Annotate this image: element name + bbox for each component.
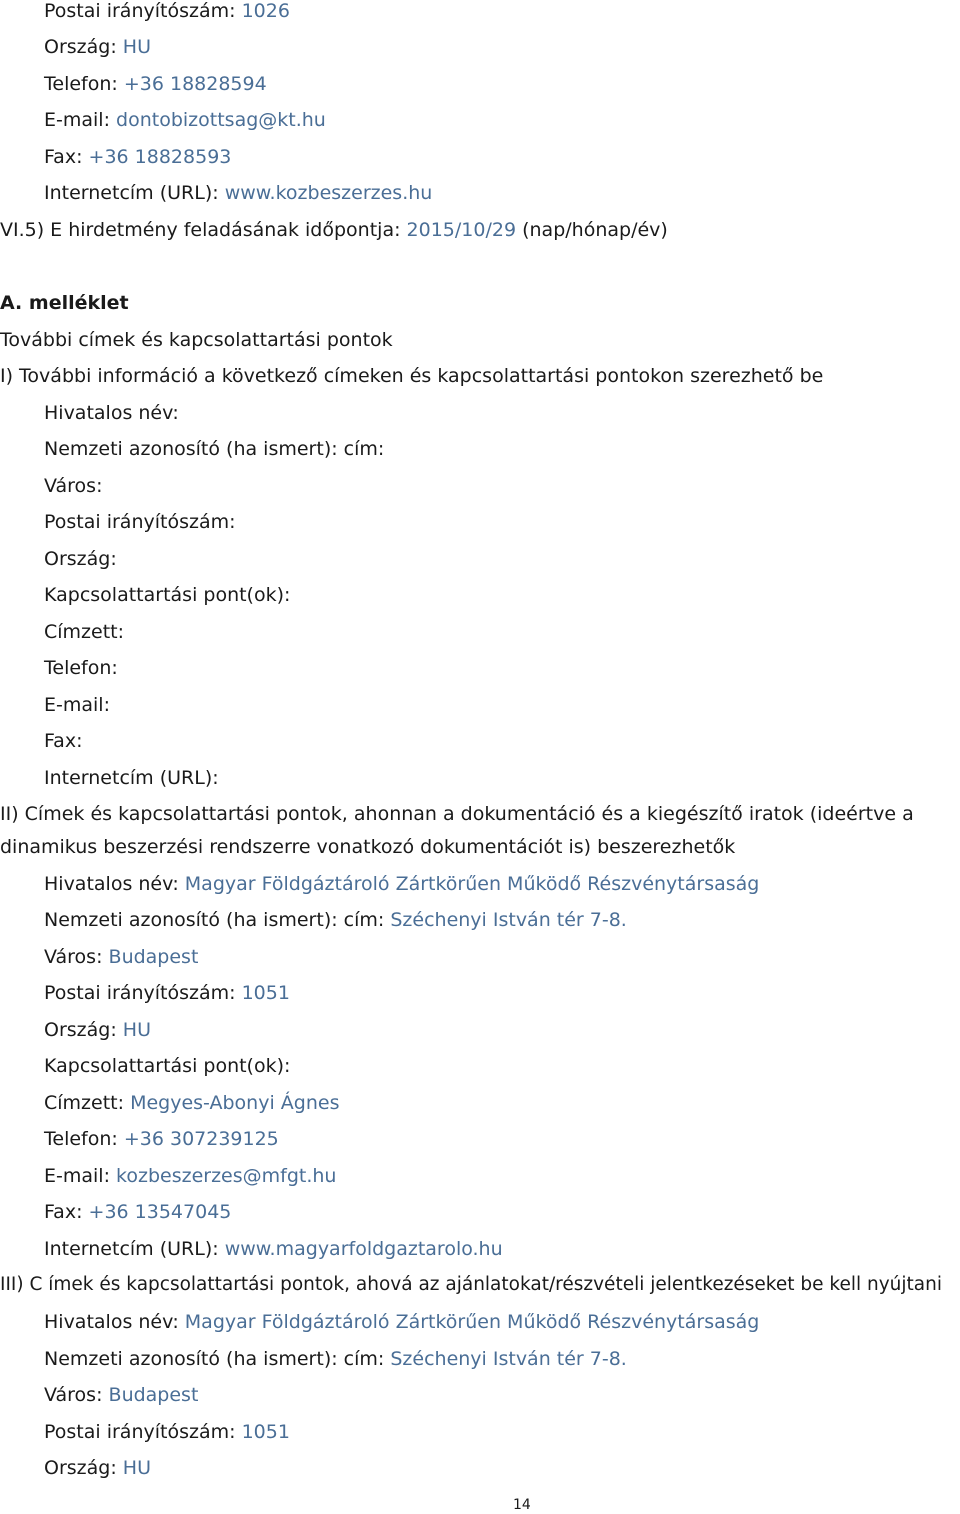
- s2-national-id: [44, 907, 627, 933]
- s3-country: [44, 1455, 151, 1481]
- field-label: Telefon:: [44, 1128, 118, 1150]
- s2-email: [44, 1163, 336, 1189]
- s3-national-id: [44, 1346, 627, 1372]
- top-postal-line: [44, 0, 290, 24]
- top-country-line: [44, 34, 151, 60]
- field-value: +36 307239125: [123, 1128, 279, 1150]
- field-label: E-mail:: [44, 1165, 110, 1187]
- field-label: Hivatalos név:: [44, 1311, 179, 1333]
- field-label: Fax:: [44, 1201, 83, 1223]
- field-value: Széchenyi István tér 7-8.: [390, 1348, 627, 1370]
- s2-fax: [44, 1199, 231, 1225]
- field-value: 2015/10/29: [406, 219, 517, 241]
- s3-official-name: [44, 1309, 759, 1335]
- s1-contact-points: Kapcsolattartási pont(ok):: [44, 584, 291, 606]
- field-label: Telefon:: [44, 73, 118, 95]
- page-number: 14: [513, 1497, 531, 1513]
- section2-heading-line1: II) Címek és kapcsolattartási pontok, ahonnan a dokumentáció és a kiegészítő iratok (ideértve a: [0, 803, 914, 825]
- field-value: Magyar Földgáztároló Zártkörűen Működő Részvénytársaság: [184, 873, 760, 895]
- field-label: Nemzeti azonosító (ha ismert): cím:: [44, 1348, 385, 1370]
- s1-url: Internetcím (URL):: [44, 767, 219, 789]
- s2-addressee: [44, 1090, 339, 1116]
- field-label: Ország:: [44, 36, 117, 58]
- top-url-line: [44, 180, 432, 206]
- url-link[interactable]: www.magyarfoldgaztarolo.hu: [224, 1238, 503, 1260]
- field-value: +36 18828593: [88, 146, 232, 168]
- field-label: Nemzeti azonosító (ha ismert): cím:: [44, 909, 385, 931]
- field-value: HU: [122, 36, 151, 58]
- s3-postal: [44, 1419, 290, 1445]
- field-value: 1051: [241, 982, 290, 1004]
- top-email-line: [44, 107, 326, 133]
- field-value: Megyes-Abonyi Ágnes: [130, 1092, 340, 1114]
- email-link[interactable]: kozbeszerzes@mfgt.hu: [116, 1165, 337, 1187]
- s2-phone: [44, 1126, 279, 1152]
- s2-official-name: [44, 871, 759, 897]
- s1-postal: Postai irányítószám:: [44, 511, 236, 533]
- field-label: Címzett:: [44, 1092, 125, 1114]
- field-label: Ország:: [44, 1019, 117, 1041]
- field-value: Széchenyi István tér 7-8.: [390, 909, 627, 931]
- s1-national-id: Nemzeti azonosító (ha ismert): cím:: [44, 438, 385, 460]
- field-label: Postai irányítószám:: [44, 1421, 236, 1443]
- field-value: HU: [122, 1457, 151, 1479]
- field-label: E-mail:: [44, 109, 110, 131]
- field-value: HU: [122, 1019, 151, 1041]
- field-value: 1051: [241, 1421, 290, 1443]
- dispatch-date-line: [0, 217, 668, 243]
- field-label: Ország:: [44, 1457, 117, 1479]
- url-link[interactable]: www.kozbeszerzes.hu: [224, 182, 433, 204]
- field-value: +36 18828594: [123, 73, 267, 95]
- s2-country: [44, 1017, 151, 1043]
- field-value: 1026: [241, 0, 290, 22]
- s3-city: [44, 1382, 198, 1408]
- s2-city: [44, 944, 198, 970]
- s2-postal: [44, 980, 290, 1006]
- top-phone-line: [44, 71, 267, 97]
- s1-phone: Telefon:: [44, 657, 118, 679]
- section1-heading: I) További információ a következő címeken és kapcsolattartási pontokon szerezhető be: [0, 365, 824, 387]
- field-value: +36 13547045: [88, 1201, 232, 1223]
- field-label: Város:: [44, 1384, 103, 1406]
- email-link[interactable]: dontobizottsag@kt.hu: [116, 109, 326, 131]
- s1-email: E-mail:: [44, 694, 110, 716]
- field-suffix: (nap/hónap/év): [522, 219, 668, 241]
- field-label: Postai irányítószám:: [44, 982, 236, 1004]
- s1-city: Város:: [44, 475, 103, 497]
- section3-heading: III) C ímek és kapcsolattartási pontok, ahová az ajánlatokat/részvételi jelentkezéseket be kell nyújtani: [0, 1274, 942, 1295]
- field-value: Magyar Földgáztároló Zártkörűen Működő Részvénytársaság: [184, 1311, 760, 1333]
- s1-official-name: Hivatalos név:: [44, 402, 179, 424]
- field-label: Internetcím (URL):: [44, 1238, 219, 1260]
- field-label: VI.5) E hirdetmény feladásának időpontja:: [0, 219, 401, 241]
- s1-addressee: Címzett:: [44, 621, 125, 643]
- field-value: Budapest: [108, 946, 199, 968]
- annex-subtitle: További címek és kapcsolattartási pontok: [0, 329, 393, 351]
- field-label: Internetcím (URL):: [44, 182, 219, 204]
- field-value: Budapest: [108, 1384, 199, 1406]
- field-label: Fax:: [44, 146, 83, 168]
- field-label: Postai irányítószám:: [44, 0, 236, 22]
- section2-heading-line2: dinamikus beszerzési rendszerre vonatkozó dokumentációt is) beszerezhetők: [0, 836, 736, 858]
- s2-contact-points: Kapcsolattartási pont(ok):: [44, 1055, 291, 1077]
- s1-fax: Fax:: [44, 730, 83, 752]
- field-label: Város:: [44, 946, 103, 968]
- s2-url: [44, 1236, 503, 1262]
- annex-title: A. melléklet: [0, 292, 129, 314]
- field-label: Hivatalos név:: [44, 873, 179, 895]
- s1-country: Ország:: [44, 548, 117, 570]
- top-fax-line: [44, 144, 231, 170]
